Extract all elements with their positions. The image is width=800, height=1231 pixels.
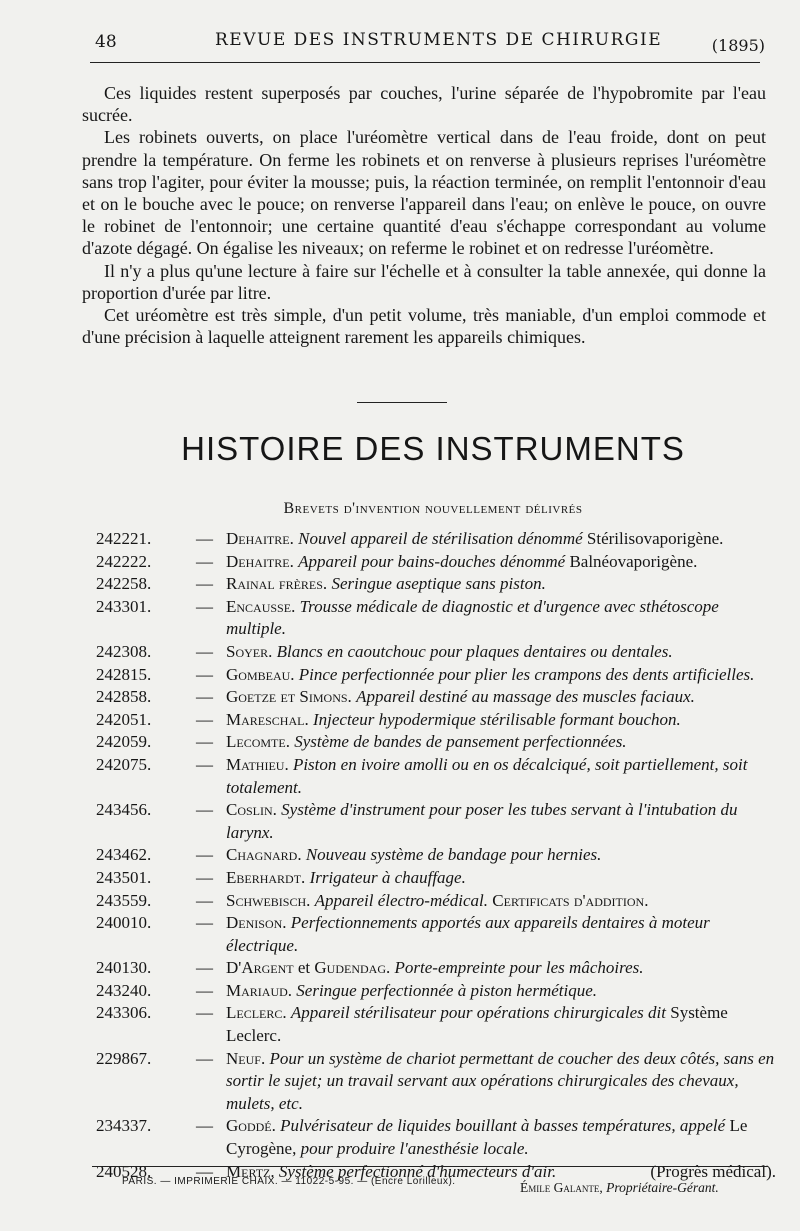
dash: — bbox=[196, 890, 213, 910]
patent-number: 240130. bbox=[96, 958, 152, 978]
page-header bbox=[95, 26, 765, 56]
dash: — bbox=[196, 574, 213, 594]
patent-number: 240010. bbox=[96, 913, 152, 933]
patent-description: Porte-empreinte pour les mâchoires. bbox=[394, 958, 644, 978]
patent-description: Perfectionnements apportés aux appareils dentaires à moteur électrique. bbox=[226, 913, 710, 955]
patent-product-name: Système Leclerc. bbox=[226, 1003, 728, 1046]
patent-description: Appareil destiné au massage des muscles faciaux. bbox=[356, 687, 695, 707]
inventor-name: Lecomte. bbox=[226, 732, 290, 752]
paragraph: Ces liquides restent superposés par couches, l'urine séparée de l'hypobromite par l'eau sucrée. bbox=[82, 83, 766, 126]
dash: — bbox=[196, 867, 213, 887]
inventor-name: Mareschal. bbox=[226, 709, 309, 729]
inventor-name: Rainal frères. bbox=[226, 574, 328, 594]
patent-description: Pour un système de chariot permettant de coucher des deux côtés, sans en sortir le sujet; un travail servant aux opérations chirurgicales des chevaux, mulets, etc. bbox=[226, 1048, 775, 1113]
patent-body bbox=[176, 1048, 776, 1116]
patent-entry bbox=[96, 980, 776, 1003]
patent-number: 242075. bbox=[96, 754, 152, 774]
patent-entry bbox=[96, 890, 776, 913]
inventor-name: Denison. bbox=[226, 913, 287, 933]
patent-description: Blancs en caoutchouc pour plaques dentaires ou dentales. bbox=[276, 641, 673, 661]
patent-product-name: Balnéovaporigène. bbox=[569, 551, 698, 571]
patent-number: 243301. bbox=[96, 596, 152, 616]
dash: — bbox=[196, 1161, 213, 1181]
patent-body bbox=[176, 709, 776, 732]
patent-number: 243240. bbox=[96, 980, 152, 1000]
patent-body bbox=[176, 957, 776, 980]
inventor-name: Schwebisch. bbox=[226, 890, 311, 910]
patent-body bbox=[176, 1002, 776, 1047]
patent-number: 242222. bbox=[96, 551, 152, 571]
patent-body bbox=[176, 844, 776, 867]
patent-description: Pulvérisateur de liquides bouillant à basses températures, appelé bbox=[280, 1116, 726, 1136]
inventor-name: Goddé. bbox=[226, 1116, 276, 1136]
patent-description: Nouvel appareil de stérilisation dénommé bbox=[298, 529, 583, 548]
inventor-name: Goetze et Simons. bbox=[226, 687, 352, 707]
patent-number: 234337. bbox=[96, 1116, 152, 1136]
patent-body bbox=[176, 731, 776, 754]
header-rule bbox=[90, 62, 760, 63]
dash: — bbox=[196, 980, 213, 1000]
dash: — bbox=[196, 687, 213, 707]
patent-entry bbox=[96, 731, 776, 754]
inventor-name: Eberhardt. bbox=[226, 867, 306, 887]
patent-entry bbox=[96, 551, 776, 574]
patent-body bbox=[176, 528, 776, 551]
patent-description: Système d'instrument pour poser les tubes servant à l'intubation du larynx. bbox=[226, 800, 738, 842]
patent-body bbox=[176, 664, 776, 687]
patent-description: Seringue perfectionnée à piston hermétique. bbox=[296, 980, 598, 1000]
inventor-name: D'Argent bbox=[226, 958, 294, 978]
patent-body bbox=[176, 1115, 776, 1160]
patent-number: 242258. bbox=[96, 574, 152, 594]
patent-entry bbox=[96, 799, 776, 844]
inventor-name: Gombeau. bbox=[226, 664, 295, 684]
inventor-name: Encausse. bbox=[226, 596, 296, 616]
patent-body bbox=[176, 754, 776, 799]
inventor-name: Neuf. bbox=[226, 1048, 266, 1068]
patent-body bbox=[176, 573, 776, 596]
patent-description: Appareil pour bains-douches dénommé bbox=[298, 551, 566, 571]
inventor-name: Mariaud. bbox=[226, 980, 293, 1000]
header-year: (1895) bbox=[711, 36, 765, 55]
patent-description-cont: pour produire l'anesthésie locale. bbox=[300, 1139, 529, 1159]
dash: — bbox=[196, 1048, 213, 1068]
patent-description: Pince perfectionnée pour plier les crampons des dents artificielles. bbox=[298, 664, 755, 684]
patent-entry bbox=[96, 957, 776, 980]
patent-entry bbox=[96, 1048, 776, 1116]
patent-body bbox=[176, 799, 776, 844]
patent-description: Système perfectionné d'humecteurs d'air. bbox=[278, 1161, 557, 1181]
patent-body bbox=[176, 686, 776, 709]
inventor-name: Chagnard. bbox=[226, 845, 302, 865]
patent-entry bbox=[96, 686, 776, 709]
patent-entry bbox=[96, 1002, 776, 1047]
patent-body bbox=[176, 890, 776, 913]
dash: — bbox=[196, 664, 213, 684]
patent-body bbox=[176, 641, 776, 664]
patent-body bbox=[176, 551, 776, 574]
patent-number: 242815. bbox=[96, 664, 152, 684]
inventor-name-2: Gudendag. bbox=[314, 958, 391, 978]
printer-imprint: PARIS. — IMPRIMERIE CHAIX. — 11022-5-95. — (Encre Lorilleux). bbox=[122, 1176, 456, 1187]
patent-number: 240528. bbox=[96, 1161, 152, 1181]
patent-description: Trousse médicale de diagnostic et d'urgence avec sthétoscope multiple. bbox=[226, 596, 719, 639]
patent-entry bbox=[96, 867, 776, 890]
source-citation: (Progrès médical). bbox=[650, 1161, 776, 1181]
patent-description: Injecteur hypodermique stérilisable formant bouchon. bbox=[312, 709, 681, 729]
section-subtitle: Brevets d'invention nouvellement délivrés bbox=[283, 500, 583, 517]
patent-entry bbox=[96, 844, 776, 867]
patent-number: 243306. bbox=[96, 1003, 152, 1023]
patent-number: 242051. bbox=[96, 709, 152, 729]
dash: — bbox=[196, 958, 213, 978]
patent-entry bbox=[96, 1115, 776, 1160]
patent-description: Piston en ivoire amolli ou en os décalciqué, soit partiellement, soit totalement. bbox=[226, 754, 748, 797]
running-title: REVUE DES INSTRUMENTS DE CHIRURGIE bbox=[215, 30, 663, 50]
paragraph: Il n'y a plus qu'une lecture à faire sur l'échelle et à consulter la table annexée, qui donne la proportion d'urée par litre. bbox=[82, 260, 766, 303]
patent-description: Irrigateur à chauffage. bbox=[309, 867, 466, 887]
dash: — bbox=[196, 732, 213, 752]
patent-entry bbox=[96, 709, 776, 732]
dash: — bbox=[196, 754, 213, 774]
section-title: HISTOIRE DES INSTRUMENTS bbox=[181, 430, 685, 467]
patent-number: 243501. bbox=[96, 867, 152, 887]
inventor-name: Dehaitre. bbox=[226, 551, 294, 571]
patent-number: 243559. bbox=[96, 890, 152, 910]
dash: — bbox=[196, 641, 213, 661]
patent-list bbox=[96, 528, 776, 1183]
patent-description: Système de bandes de pansement perfectionnées. bbox=[294, 732, 627, 752]
inventor-name: Mathieu. bbox=[226, 754, 289, 774]
name-join: et bbox=[297, 958, 311, 978]
dash: — bbox=[196, 1116, 213, 1136]
patent-entry bbox=[96, 596, 776, 641]
patent-entry bbox=[96, 528, 776, 551]
owner-name: Émile Galante, bbox=[520, 1180, 603, 1195]
dash: — bbox=[196, 529, 213, 548]
patent-entry bbox=[96, 573, 776, 596]
patent-entry bbox=[96, 641, 776, 664]
dash: — bbox=[196, 913, 213, 933]
patent-description: Nouveau système de bandage pour hernies. bbox=[305, 845, 602, 865]
patent-entry bbox=[96, 664, 776, 687]
dash: — bbox=[196, 800, 213, 820]
paragraph: Les robinets ouverts, on place l'uréomètre vertical dans de l'eau froide, dont on peut prendre la température. On ferme les robinets et on renverse à plusieurs reprises l'uréomètre sans trop l'agiter, pour éviter la mousse; puis, la réaction terminée, on remplit l'entonnoir d'eau et on le bouche avec le pouce; on renverse l'appareil dans l'eau; on enlève le pouce, on ouvre le robinet de l'entonnoir; une certaine quantité d'eau s'échappe correspondant au volume d'azote dégagé. On égalise les niveaux; on referme le robinet et on redresse l'uréomètre. bbox=[82, 127, 766, 259]
patent-number: 242059. bbox=[96, 732, 152, 752]
dash: — bbox=[196, 1003, 213, 1023]
certificate-note: Certificats d'addition. bbox=[492, 890, 649, 910]
patent-product-name: Stérilisovaporigène. bbox=[586, 529, 724, 548]
patent-number: 242308. bbox=[96, 641, 152, 661]
section-separator bbox=[357, 402, 447, 403]
patent-description: Appareil stérilisateur pour opérations chirurgicales dit bbox=[290, 1003, 666, 1023]
patent-number: 243462. bbox=[96, 845, 152, 865]
dash: — bbox=[196, 709, 213, 729]
page-number: 48 bbox=[95, 32, 117, 52]
dash: — bbox=[196, 596, 213, 616]
patent-body bbox=[176, 980, 776, 1003]
patent-body bbox=[176, 867, 776, 890]
inventor-name: Leclerc. bbox=[226, 1003, 287, 1023]
patent-number: 242858. bbox=[96, 687, 152, 707]
dash: — bbox=[196, 845, 213, 865]
article-body bbox=[82, 82, 766, 348]
paragraph: Cet uréomètre est très simple, d'un petit volume, très maniable, d'un emploi commode et d'une précision à laquelle atteignent rarement les appareils chimiques. bbox=[82, 305, 766, 348]
dash: — bbox=[196, 551, 213, 571]
patent-number: 243456. bbox=[96, 800, 152, 820]
patent-body bbox=[176, 912, 776, 957]
inventor-name: Dehaitre. bbox=[226, 529, 294, 548]
patent-description: Appareil électro-médical. bbox=[314, 890, 489, 910]
inventor-name: Soyer. bbox=[226, 641, 273, 661]
patent-description: Seringue aseptique sans piston. bbox=[331, 574, 546, 594]
patent-number: 242221. bbox=[96, 529, 152, 548]
patent-number: 229867. bbox=[96, 1048, 152, 1068]
inventor-name: Mertz. bbox=[226, 1161, 275, 1181]
patent-entry bbox=[96, 754, 776, 799]
patent-product-name: Le Cyrogène, bbox=[226, 1116, 748, 1159]
patent-body bbox=[176, 596, 776, 641]
patent-entry bbox=[96, 912, 776, 957]
inventor-name: Coslin. bbox=[226, 800, 277, 820]
footer-rule bbox=[92, 1166, 768, 1167]
owner-imprint bbox=[520, 1180, 719, 1196]
owner-role: Propriétaire-Gérant. bbox=[606, 1180, 719, 1195]
